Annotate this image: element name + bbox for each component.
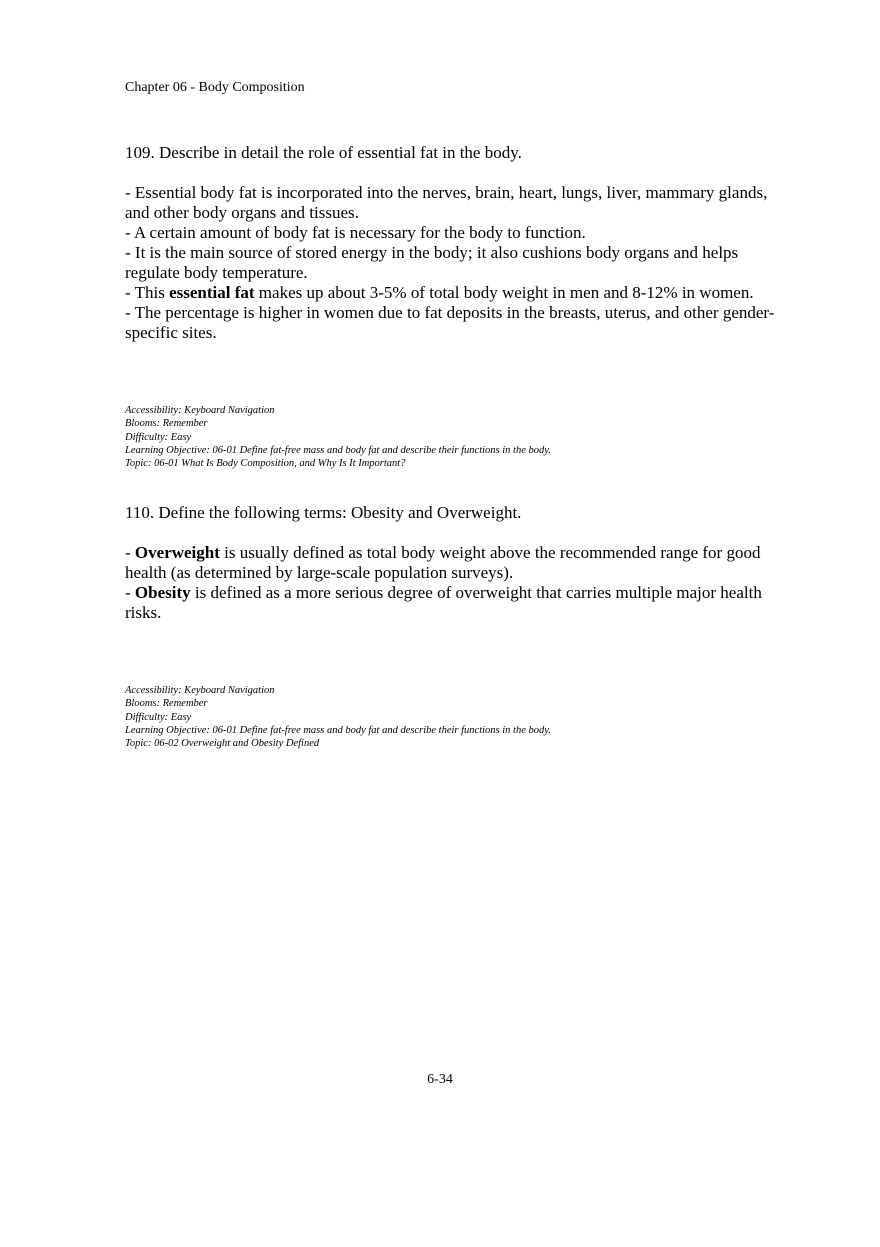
- answer-line: [125, 583, 785, 623]
- question-110: [125, 503, 785, 750]
- question-title: 110. Define the following terms: Obesity and Overweight.: [125, 503, 522, 522]
- answer-line: [125, 183, 785, 223]
- meta-blooms: Blooms: Remember: [125, 698, 208, 710]
- answer-text: -: [125, 543, 135, 562]
- meta-topic: Topic: 06-02 Overweight and Obesity Defined: [125, 738, 320, 750]
- meta-difficulty: Difficulty: Easy: [125, 711, 192, 723]
- question-109: [125, 143, 785, 470]
- bold-term: Obesity: [134, 583, 191, 602]
- answer-block: [125, 183, 785, 343]
- meta-accessibility: Accessibility: Keyboard Navigation: [125, 405, 275, 416]
- answer-text: - This: [125, 283, 170, 302]
- answer-line: [125, 243, 785, 283]
- meta-difficulty: Difficulty: Easy: [125, 431, 192, 443]
- chapter-header: Chapter 06 - Body Composition: [125, 80, 305, 95]
- answer-block: [125, 543, 785, 623]
- question-metadata: [125, 404, 785, 470]
- answer-text: - The percentage is higher in women due to fat deposits in the breasts, uterus, and other gender-specific sites.: [125, 303, 775, 342]
- meta-learning-objective: Learning Objective: 06-01 Define fat-free mass and body fat and describe their functions in the body.: [125, 724, 551, 736]
- answer-line: [125, 543, 785, 583]
- page-number: 6-34: [427, 1072, 453, 1087]
- answer-text: - A certain amount of body fat is necessary for the body to function.: [125, 223, 586, 242]
- answer-line: [125, 283, 785, 303]
- answer-text: - Essential body fat is incorporated into the nerves, brain, heart, lungs, liver, mammary glands, and other body organs and tissues.: [125, 183, 768, 222]
- bold-term: Overweight: [134, 543, 220, 562]
- bold-term: essential fat: [169, 283, 255, 302]
- meta-blooms: Blooms: Remember: [125, 418, 208, 430]
- answer-text: makes up about 3-5% of total body weight in men and 8-12% in women.: [254, 283, 754, 302]
- answer-line: [125, 303, 785, 343]
- answer-text: is defined as a more serious degree of overweight that carries multiple major health risks.: [125, 583, 762, 622]
- answer-line: [125, 223, 785, 243]
- meta-learning-objective: Learning Objective: 06-01 Define fat-free mass and body fat and describe their functions in the body.: [125, 444, 551, 456]
- question-title: 109. Describe in detail the role of essential fat in the body.: [125, 143, 522, 162]
- meta-topic: Topic: 06-01 What Is Body Composition, and Why Is It Important?: [125, 458, 406, 470]
- answer-text: is usually defined as total body weight above the recommended range for good health (as determined by large-scale population surveys).: [125, 543, 761, 582]
- meta-accessibility: Accessibility: Keyboard Navigation: [125, 685, 275, 696]
- answer-text: - It is the main source of stored energy in the body; it also cushions body organs and helps regulate body temperature.: [125, 243, 739, 282]
- question-metadata: [125, 684, 785, 750]
- answer-text: -: [125, 583, 135, 602]
